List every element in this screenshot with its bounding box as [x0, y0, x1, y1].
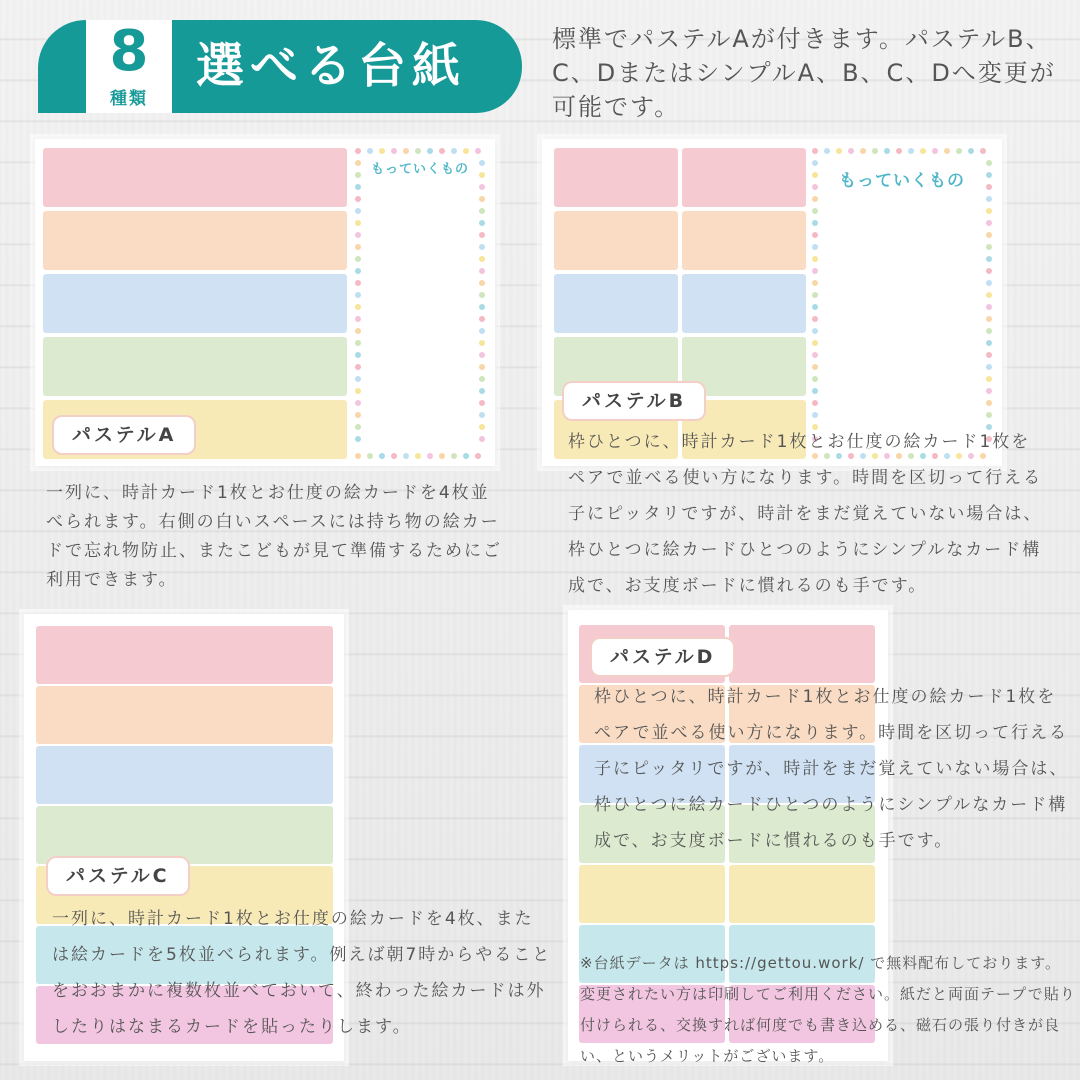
stripe-orange [36, 686, 333, 744]
border-dot [986, 400, 992, 406]
border-dot [812, 244, 818, 250]
border-dot [986, 232, 992, 238]
border-dot [355, 316, 361, 322]
badge-number: 8 [109, 19, 149, 84]
border-dot [355, 148, 361, 154]
border-dot [812, 148, 818, 154]
stripe-yellow [579, 865, 725, 923]
border-dot [812, 388, 818, 394]
stripe-pink [43, 148, 347, 207]
border-dot [812, 160, 818, 166]
border-dot [896, 148, 902, 154]
stripe-blue [554, 274, 678, 333]
border-dot [451, 453, 457, 459]
border-dot [986, 160, 992, 166]
border-dot [355, 328, 361, 334]
border-dot [824, 148, 830, 154]
border-dot [355, 232, 361, 238]
stripe-yellow [729, 865, 875, 923]
border-dot [986, 208, 992, 214]
border-dot [980, 148, 986, 154]
border-dot [812, 172, 818, 178]
border-dot [379, 453, 385, 459]
border-dot [812, 400, 818, 406]
stripe-blue [36, 746, 333, 804]
border-dot [475, 453, 481, 459]
border-dot [479, 244, 485, 250]
border-dot [415, 453, 421, 459]
description-pastel-c: 一列に、時計カード1枚とお仕度の絵カードを4枚、または絵カードを5枚並べられます。例えば朝7時からやることをおおまかに複数枚並べておいて、終わった絵カードは外したりはなまるカードを貼ったりします。 [52, 909, 552, 1037]
border-dot [403, 453, 409, 459]
border-dot [479, 196, 485, 202]
border-dot [479, 292, 485, 298]
border-dot [415, 148, 421, 154]
border-dot [451, 148, 457, 154]
border-dot [355, 412, 361, 418]
border-dot [479, 400, 485, 406]
border-dot [355, 424, 361, 430]
border-dot [355, 256, 361, 262]
border-dot [479, 352, 485, 358]
border-dot [355, 172, 361, 178]
label-pastel-b: パステルB [562, 381, 706, 421]
border-dot [355, 280, 361, 286]
stripe-pink [729, 625, 875, 683]
border-dot [812, 184, 818, 190]
border-dot [812, 268, 818, 274]
border-dot [956, 148, 962, 154]
border-dot [986, 376, 992, 382]
border-dot [479, 184, 485, 190]
description-pastel-a: 一列に、時計カード1枚とお仕度の絵カードを4枚並べられます。右側の白いスペースには持ち物の絵カードで忘れ物防止、またこどもが見て準備するためにご利用できます。 [46, 483, 502, 590]
border-dot [986, 328, 992, 334]
border-dot [986, 316, 992, 322]
border-dot [355, 184, 361, 190]
border-dot [812, 256, 818, 262]
border-dot [968, 148, 974, 154]
border-dot [403, 148, 409, 154]
border-dot [367, 453, 373, 459]
border-dot [986, 412, 992, 418]
border-dot [812, 280, 818, 286]
border-dot [479, 304, 485, 310]
border-dot [986, 172, 992, 178]
border-dot [479, 340, 485, 346]
border-dot [479, 232, 485, 238]
border-dot [812, 292, 818, 298]
stripe-orange [554, 211, 678, 270]
border-dot [479, 172, 485, 178]
border-dot [848, 148, 854, 154]
badge-label: 種類 [110, 89, 148, 109]
count-badge [86, 20, 172, 113]
stripe-green [43, 337, 347, 396]
border-dot [812, 232, 818, 238]
border-dot [986, 268, 992, 274]
border-dot [355, 292, 361, 298]
border-dot [944, 148, 950, 154]
border-dot [479, 208, 485, 214]
label-pastel-d: パステルD [590, 637, 735, 677]
border-dot [986, 292, 992, 298]
border-dot [986, 280, 992, 286]
border-dot [355, 244, 361, 250]
border-dot [427, 453, 433, 459]
border-dot [391, 148, 397, 154]
stripe-orange [43, 211, 347, 270]
border-dot [812, 328, 818, 334]
border-dot [479, 388, 485, 394]
border-dot [860, 148, 866, 154]
border-dot [479, 328, 485, 334]
border-dot [986, 244, 992, 250]
border-dot [439, 453, 445, 459]
border-dot [479, 268, 485, 274]
stripe-pink [682, 148, 806, 207]
border-dot [355, 208, 361, 214]
memo-title: もっていくもの [370, 162, 469, 177]
border-dot [355, 364, 361, 370]
border-dot [355, 436, 361, 442]
border-dot [355, 376, 361, 382]
stripe-blue [43, 274, 347, 333]
border-dot [479, 436, 485, 442]
footnote: ※台紙データは https://gettou.work/ で無料配布しております。変更されたい方は印刷してご利用ください。紙だと両面テープで貼り付けられる、交換すれば何度でも書き込める、磁石の張り付きが良い、というメリットがございます。 [580, 954, 1076, 1065]
border-dot [908, 148, 914, 154]
border-dot [986, 340, 992, 346]
stripe-pink [36, 626, 333, 684]
border-dot [986, 184, 992, 190]
border-dot [479, 412, 485, 418]
border-dot [920, 148, 926, 154]
border-dot [463, 148, 469, 154]
border-dot [479, 376, 485, 382]
border-dot [479, 256, 485, 262]
border-dot [812, 208, 818, 214]
border-dot [986, 388, 992, 394]
border-dot [355, 400, 361, 406]
border-dot [479, 424, 485, 430]
border-dot [479, 280, 485, 286]
border-dot [986, 196, 992, 202]
border-dot [836, 148, 842, 154]
border-dot [439, 148, 445, 154]
border-dot [986, 256, 992, 262]
border-dot [355, 160, 361, 166]
border-dot [355, 453, 361, 459]
border-dot [355, 388, 361, 394]
border-dot [932, 148, 938, 154]
border-dot [427, 148, 433, 154]
border-dot [355, 196, 361, 202]
header-description: 標準でパステルAが付きます。パステルB、C、DまたはシンプルA、B、C、Dへ変更が可能です。 [552, 25, 1056, 121]
memo-box [355, 148, 485, 459]
border-dot [479, 316, 485, 322]
border-dot [812, 220, 818, 226]
border-dot [463, 453, 469, 459]
border-dot [812, 364, 818, 370]
border-dot [986, 220, 992, 226]
border-dot [872, 148, 878, 154]
border-dot [355, 304, 361, 310]
label-pastel-a: パステルA [52, 415, 196, 455]
border-dot [812, 196, 818, 202]
border-dot [812, 352, 818, 358]
border-dot [812, 376, 818, 382]
border-dot [812, 340, 818, 346]
stripe-blue [682, 274, 806, 333]
border-dot [355, 352, 361, 358]
border-dot [479, 364, 485, 370]
border-dot [355, 220, 361, 226]
description-pastel-b: 枠ひとつに、時計カード1枚とお仕度の絵カード1枚をペアで並べる使い方になります。時間を区切って行える子にピッタリですが、時計をまだ覚えていない場合は、枠ひとつに絵カードひとつのようにシンプルなカード構成で、お支度ボードに慣れるのも手です。 [568, 432, 1043, 596]
label-pastel-c: パステルC [46, 856, 190, 896]
border-dot [812, 412, 818, 418]
border-dot [355, 268, 361, 274]
border-dot [812, 316, 818, 322]
memo-box [812, 148, 992, 459]
stripe-orange [682, 211, 806, 270]
border-dot [475, 148, 481, 154]
border-dot [391, 453, 397, 459]
border-dot [379, 148, 385, 154]
border-dot [355, 340, 361, 346]
memo-title: もっていくもの [839, 171, 965, 191]
border-dot [479, 160, 485, 166]
border-dot [986, 304, 992, 310]
border-dot [884, 148, 890, 154]
border-dot [479, 220, 485, 226]
stripe-pink [554, 148, 678, 207]
border-dot [986, 352, 992, 358]
border-dot [812, 304, 818, 310]
page-title: 選べる台紙 [196, 38, 467, 94]
border-dot [986, 364, 992, 370]
border-dot [367, 148, 373, 154]
description-pastel-d: 枠ひとつに、時計カード1枚とお仕度の絵カード1枚をペアで並べる使い方になります。時間を区切って行える子にピッタリですが、時計をまだ覚えていない場合は、枠ひとつに絵カードひとつのようにシンプルなカード構成で、お支度ボードに慣れるのも手です。 [594, 687, 1069, 851]
